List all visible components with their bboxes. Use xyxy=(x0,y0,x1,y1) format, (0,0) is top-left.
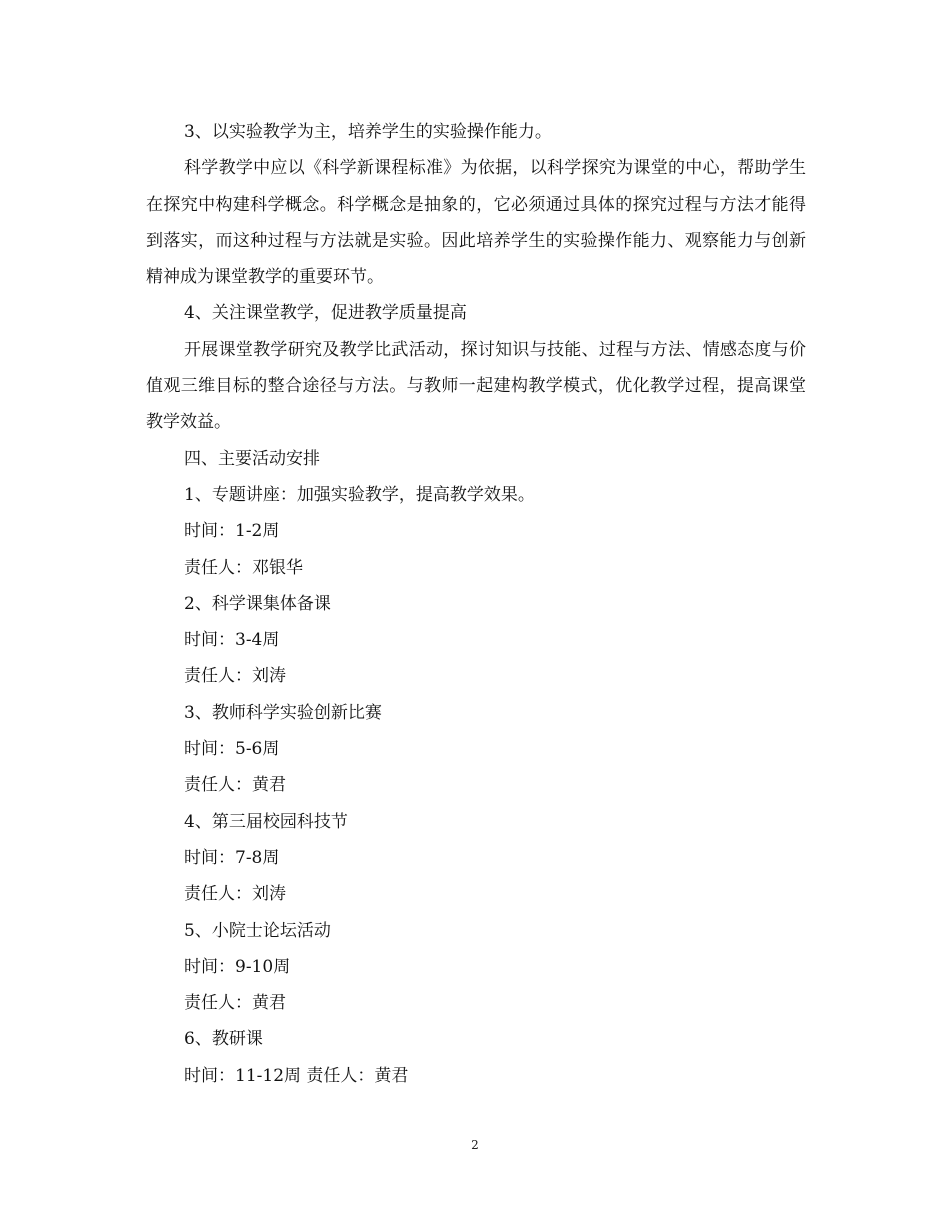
activity-person: 责任人：黄君 xyxy=(184,775,286,796)
activity-time: 时间：3-4周 xyxy=(184,630,280,651)
paragraph-classroom: 开展课堂教学研究及教学比武活动，探讨知识与技能、过程与方法、情感态度与价值观三维目标的整合途径与方法。与教师一起建构教学模式，优化教学过程，提高课堂教学效益。 xyxy=(146,339,806,433)
activity-title: 3、教师科学实验创新比赛 xyxy=(184,702,382,723)
document-body xyxy=(146,114,806,1094)
activity-title: 5、小院士论坛活动 xyxy=(184,920,331,941)
activity-title: 2、科学课集体备课 xyxy=(184,593,331,614)
section-heading-activities: 四、主要活动安排 xyxy=(184,448,320,469)
activity-time: 时间：7-8周 xyxy=(184,847,280,868)
activity-time-person: 时间：11-12周 责任人：黄君 xyxy=(184,1065,409,1086)
activity-person: 责任人：刘涛 xyxy=(184,884,286,905)
activity-title: 1、专题讲座：加强实验教学，提高教学效果。 xyxy=(184,484,535,505)
page-number: 2 xyxy=(471,1138,479,1152)
activity-title: 6、教研课 xyxy=(184,1029,263,1050)
section-heading-experiment: 3、以实验教学为主，培养学生的实验操作能力。 xyxy=(184,122,552,142)
activity-time: 时间：5-6周 xyxy=(184,739,280,760)
section-heading-classroom: 4、关注课堂教学，促进教学质量提高 xyxy=(184,303,467,324)
activity-person: 责任人：黄君 xyxy=(184,993,286,1014)
activity-time: 时间：9-10周 xyxy=(184,956,291,977)
activity-person: 责任人：邓银华 xyxy=(184,557,303,578)
activity-person: 责任人：刘涛 xyxy=(184,666,286,687)
activity-time: 时间：1-2周 xyxy=(184,521,280,542)
paragraph-experiment: 科学教学中应以《科学新课程标准》为依据，以科学探究为课堂的中心，帮助学生在探究中构建科学概念。科学概念是抽象的，它必须通过具体的探究过程与方法才能得到落实，而这种过程与方法就是实验。因此培养学生的实验操作能力、观察能力与创新精神成为课堂教学的重要环节。 xyxy=(146,158,806,288)
activity-title: 4、第三届校园科技节 xyxy=(184,811,348,832)
